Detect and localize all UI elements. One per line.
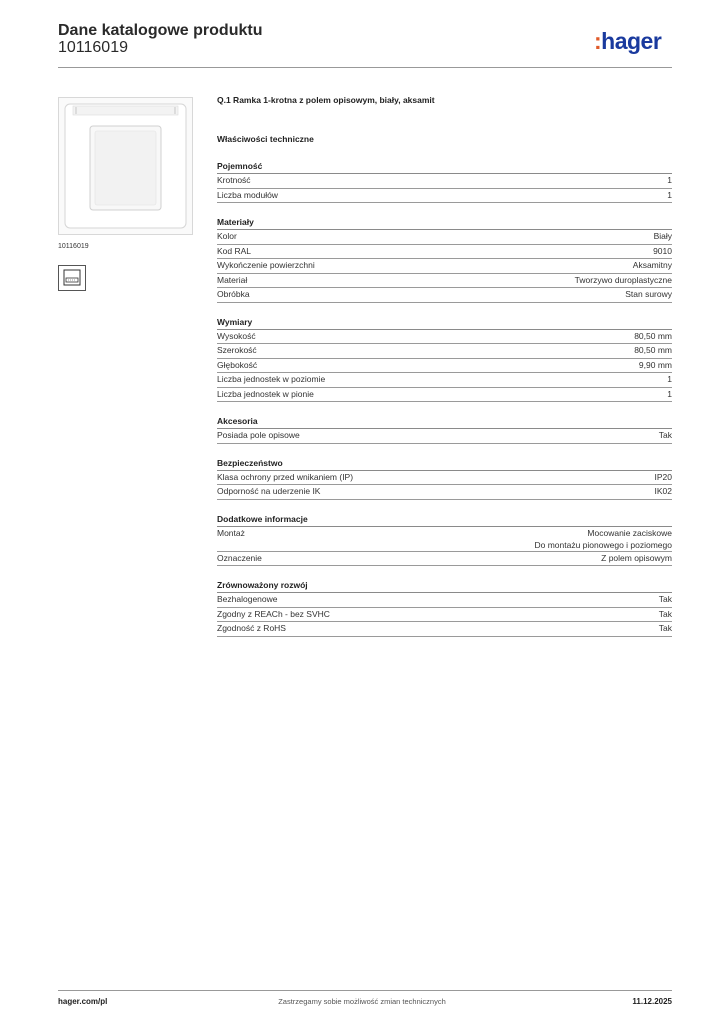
spec-value [655, 471, 673, 485]
spec-value [639, 359, 672, 373]
spec-section [217, 513, 672, 567]
section-title: Dodatkowe informacje [217, 513, 672, 527]
spec-row [217, 330, 672, 345]
spec-value-line: 9,90 mm [638, 359, 672, 370]
spec-label: Odporność na uderzenie IK [217, 486, 321, 496]
spec-value [575, 274, 672, 288]
section-title: Akcesoria [217, 415, 672, 429]
spec-value-line: 1 [667, 189, 672, 200]
logo-text: hager [601, 28, 662, 54]
spec-value-line: 1 [667, 388, 672, 399]
section-title: Materiały [217, 216, 672, 230]
footer-divider [58, 990, 672, 991]
spec-value [659, 622, 672, 636]
spec-section [217, 160, 672, 203]
spec-section [217, 316, 672, 403]
spec-label: Oznaczenie [217, 552, 262, 563]
header-divider [58, 67, 672, 68]
footer-date: 11.12.2025 [632, 997, 672, 1006]
spec-value-line: Tak [658, 608, 672, 619]
spec-value [634, 344, 672, 358]
spec-label: Liczba modułów [217, 189, 278, 200]
spec-row [217, 552, 672, 567]
spec-row [217, 189, 672, 204]
spec-row [217, 288, 672, 303]
spec-label: Liczba jednostek w pionie [217, 388, 314, 399]
spec-value-line: Biały [653, 231, 672, 241]
spec-label: Klasa ochrony przed wnikaniem (IP) [217, 471, 354, 482]
spec-value [659, 593, 672, 607]
spec-value [667, 373, 672, 387]
spec-value-line: Z polem opisowym [601, 552, 672, 563]
spec-value [654, 230, 672, 244]
spec-row [217, 344, 672, 359]
spec-value [633, 259, 672, 273]
spec-value-line: 9010 [653, 245, 672, 256]
footer-website: hager.com/pl [58, 997, 108, 1006]
spec-label: Zgodność z RoHS [217, 623, 286, 633]
spec-label: Krotność [217, 175, 251, 185]
spec-row [217, 388, 672, 403]
spec-label: Głębokość [217, 359, 258, 370]
spec-value-line: Tak [658, 430, 672, 440]
spec-row [217, 593, 672, 608]
spec-value [601, 552, 672, 566]
single-socket-frame-icon [58, 265, 86, 291]
spec-label: Zgodny z REACh - bez SVHC [217, 608, 330, 619]
section-title: Pojemność [217, 160, 672, 174]
spec-value-line: 80,50 mm [634, 330, 672, 341]
tech-properties-heading: Właściwości techniczne [217, 134, 314, 144]
spec-content [217, 95, 672, 650]
section-title: Zrównoważony rozwój [217, 579, 672, 593]
spec-label: Kod RAL [217, 245, 252, 256]
section-title: Bezpieczeństwo [217, 457, 672, 471]
spec-label: Bezhalogenowe [217, 594, 278, 604]
image-caption: 10116019 [58, 243, 89, 250]
spec-row [217, 259, 672, 274]
spec-value [667, 388, 672, 402]
spec-value [655, 485, 673, 499]
spec-row [217, 230, 672, 245]
spec-label: Montaż [217, 527, 245, 538]
spec-row [217, 429, 672, 444]
spec-value [667, 174, 672, 188]
spec-value-line: Tworzywo duroplastyczne [574, 274, 672, 285]
spec-value-line: 80,50 mm [634, 345, 672, 355]
spec-value-line: Tak [658, 623, 672, 633]
spec-value [659, 608, 672, 622]
spec-value [653, 245, 672, 259]
product-name: Q.1 Ramka 1-krotna z polem opisowym, biały, aksamit [217, 95, 435, 105]
product-image [58, 97, 193, 235]
spec-row [217, 622, 672, 637]
spec-row [217, 373, 672, 388]
spec-value-line: Aksamitny [632, 260, 672, 270]
spec-label: Wysokość [217, 330, 256, 341]
spec-row [217, 608, 672, 623]
spec-value-line: Tak [658, 594, 672, 604]
spec-value-line: IK02 [654, 486, 672, 496]
spec-value-line: Do montażu pionowego i poziomego [534, 539, 672, 550]
spec-value-line: 1 [667, 175, 672, 185]
spec-value-line: Stan surowy [625, 289, 672, 299]
spec-section [217, 457, 672, 500]
spec-value-line: 1 [667, 374, 672, 384]
spec-row [217, 485, 672, 500]
product-code: 10116019 [58, 39, 128, 56]
spec-label: Szerokość [217, 345, 257, 355]
spec-label: Wykończenie powierzchni [217, 260, 315, 270]
spec-row [217, 471, 672, 486]
spec-value [634, 330, 672, 344]
spec-label: Posiada pole opisowe [217, 430, 300, 440]
spec-label: Obróbka [217, 289, 250, 299]
section-title: Wymiary [217, 316, 672, 330]
spec-row [217, 274, 672, 289]
spec-value [659, 429, 672, 443]
frame-product-photo [59, 98, 192, 234]
spec-value [667, 189, 672, 203]
spec-row [217, 359, 672, 374]
spec-value [625, 288, 672, 302]
spec-sections [217, 160, 672, 637]
spec-label: Kolor [217, 231, 237, 241]
spec-row [217, 527, 672, 552]
spec-section [217, 579, 672, 637]
page-title: Dane katalogowe produktu [58, 22, 263, 39]
spec-value [534, 527, 672, 551]
spec-label: Materiał [217, 274, 248, 285]
spec-value-line: Mocowanie zaciskowe [587, 527, 672, 538]
spec-value-line: IP20 [654, 471, 672, 482]
hager-logo: :hager [594, 28, 662, 54]
spec-section [217, 216, 672, 303]
spec-section [217, 415, 672, 444]
spec-row [217, 245, 672, 260]
footer-disclaimer: Zastrzegamy sobie możliwość zmian technicznych [278, 997, 446, 1006]
spec-label: Liczba jednostek w poziomie [217, 374, 326, 384]
spec-row [217, 174, 672, 189]
